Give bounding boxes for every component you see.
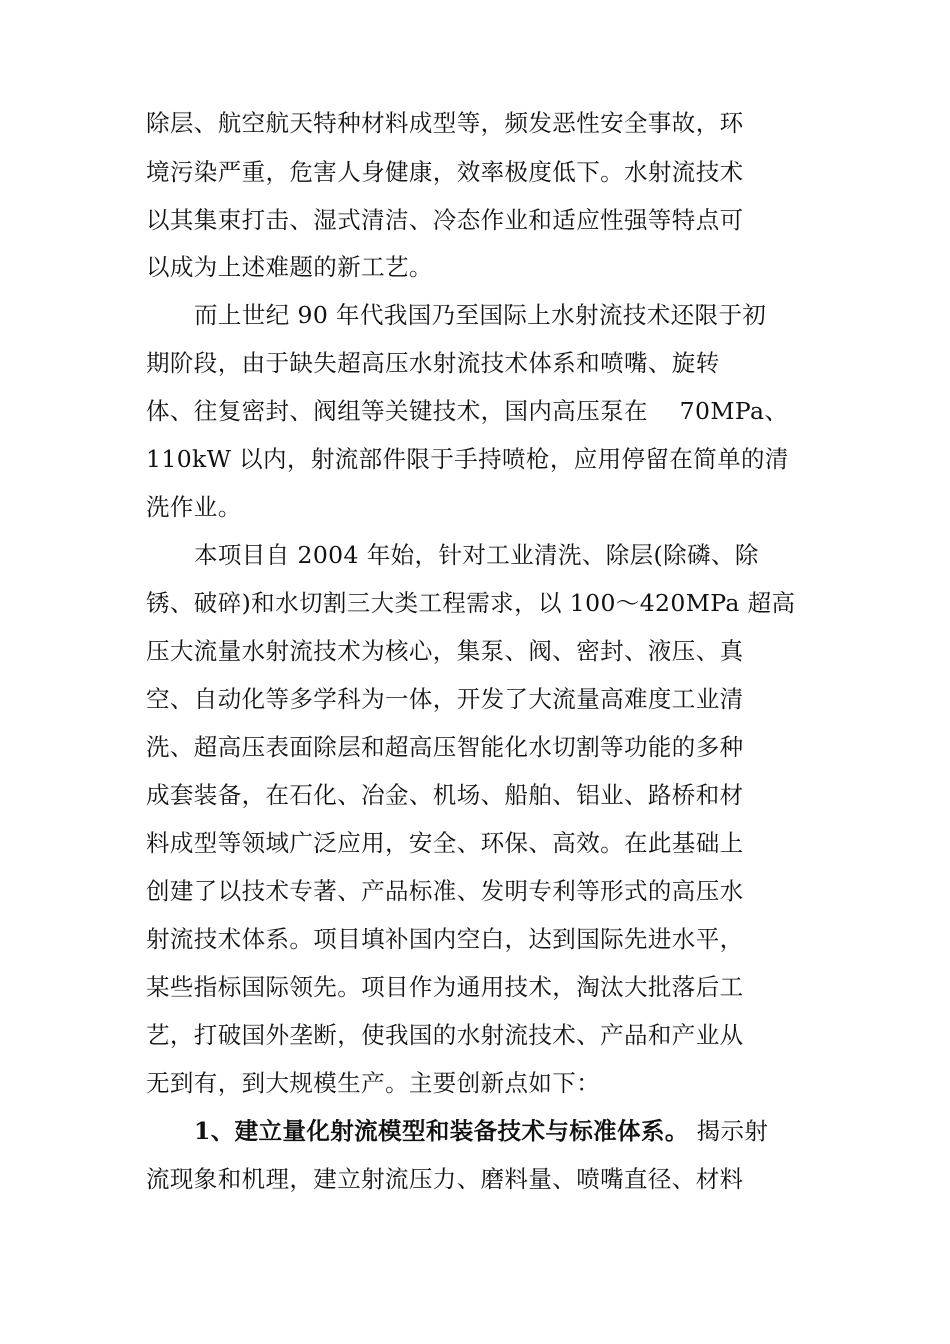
text-line: 以成为上述难题的新工艺。: [146, 253, 433, 281]
text-line: 除层、航空航天特种材料成型等，频发恶性安全事故，环: [146, 109, 744, 137]
innovation-heading: 1、建立量化射流模型和装备技术与标准体系。: [194, 1117, 689, 1145]
text-line: 以其集束打击、湿式清洁、冷态作业和适应性强等特点可: [146, 206, 744, 234]
text-line: 创建了以技术专著、产品标准、发明专利等形式的高压水: [146, 877, 744, 905]
paragraph-first-line: 而上世纪 90 年代我国乃至国际上水射流技术还限于初: [194, 301, 767, 329]
innovation-text-start: 揭示射: [688, 1117, 769, 1145]
paragraph-first-line: 本项目自 2004 年始，针对工业清洗、除层(除磷、除: [194, 541, 759, 569]
text-line: 体、往复密封、阀组等关键技术，国内高压泵在 70MPa、: [146, 397, 789, 425]
text-line: 射流技术体系。项目填补国内空白，达到国际先进水平，: [146, 925, 744, 953]
text-line: 无到有，到大规模生产。主要创新点如下：: [146, 1069, 601, 1097]
text-line: 空、自动化等多学科为一体，开发了大流量高难度工业清: [146, 685, 744, 713]
text-line: 境污染严重，危害人身健康，效率极度低下。水射流技术: [146, 158, 744, 186]
text-line: 期阶段，由于缺失超高压水射流技术体系和喷嘴、旋转: [146, 349, 720, 377]
text-line: 锈、破碎)和水切割三大类工程需求，以 100～420MPa 超高: [146, 589, 796, 617]
text-line: 料成型等领域广泛应用，安全、环保、高效。在此基础上: [146, 829, 744, 857]
innovation-heading-line: [194, 1114, 768, 1148]
text-line: 110kW 以内，射流部件限于手持喷枪，应用停留在简单的清: [146, 445, 789, 473]
text-line: 压大流量水射流技术为核心，集泵、阀、密封、液压、真: [146, 637, 744, 665]
text-line: 洗、超高压表面除层和超高压智能化水切割等功能的多种: [146, 733, 744, 761]
text-line: 艺，打破国外垄断，使我国的水射流技术、产品和产业从: [146, 1021, 744, 1049]
text-line: 流现象和机理，建立射流压力、磨料量、喷嘴直径、材料: [146, 1165, 744, 1193]
text-line: 某些指标国际领先。项目作为通用技术，淘汰大批落后工: [146, 973, 744, 1001]
text-line: 洗作业。: [146, 493, 242, 521]
text-line: 成套装备，在石化、冶金、机场、船舶、铝业、路桥和材: [146, 781, 744, 809]
